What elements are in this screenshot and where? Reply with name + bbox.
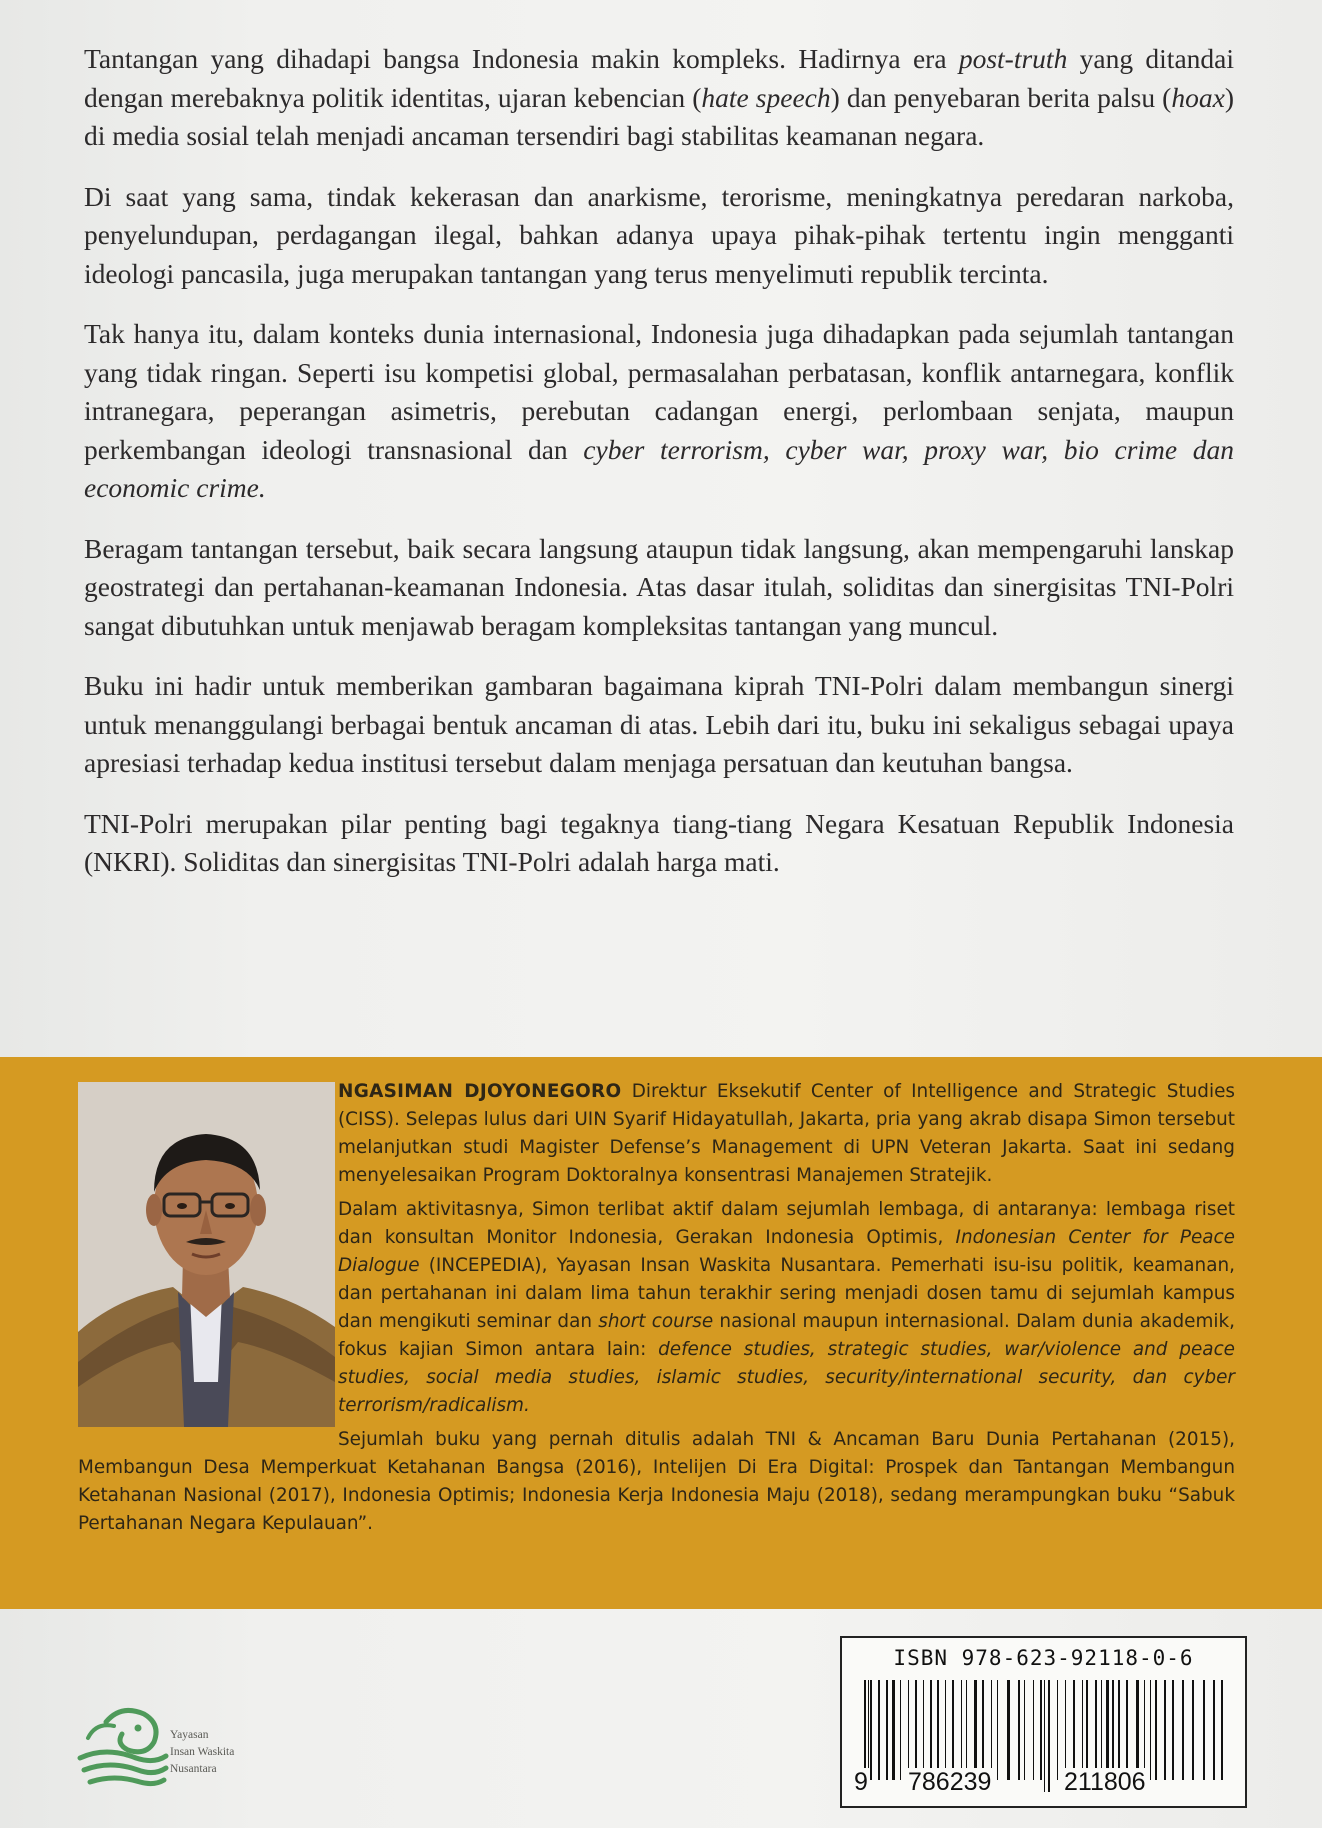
barcode-bar xyxy=(982,1680,984,1780)
barcode-bar xyxy=(1112,1680,1114,1780)
barcode-bar xyxy=(1082,1680,1083,1780)
barcode-bar xyxy=(1126,1680,1128,1780)
publisher-logo xyxy=(76,1700,171,1805)
barcode-bar xyxy=(974,1680,977,1780)
author-name: NGASIMAN DJOYONEGORO xyxy=(338,1081,622,1102)
barcode-bar xyxy=(930,1680,932,1780)
isbn-barcode-box xyxy=(840,1636,1247,1808)
barcode-bar xyxy=(1203,1680,1205,1780)
barcode-right-digits: 211806 xyxy=(1064,1768,1146,1796)
barcode-bar xyxy=(937,1680,939,1780)
barcode-bar xyxy=(1101,1680,1102,1780)
barcode-first-digit: 9 xyxy=(854,1768,868,1796)
italic-text: Indonesian Center for Peace Dialogue xyxy=(338,1227,1235,1276)
publisher-line: Nusantara xyxy=(170,1763,217,1775)
book-description xyxy=(84,40,1234,904)
barcode-bar xyxy=(1057,1680,1058,1780)
barcode-bar xyxy=(870,1680,872,1780)
barcode-bar xyxy=(878,1680,880,1780)
barcode-bar xyxy=(945,1680,946,1780)
description-paragraph: Di saat yang sama, tindak kekerasan dan anarkisme, terorisme, meningkatnya peredaran narkoba, penyelundupan, perdagangan ilegal, bahkan adanya upaya pihak-pihak tertentu ingin mengganti ideologi pancasila, juga merupakan tantangan yang terus menyelimuti republik tercinta. xyxy=(84,180,1234,289)
description-paragraph: TNI-Polri merupakan pilar penting bagi tegaknya tiang-tiang Negara Kesatuan Republik Indonesia (NKRI). Soliditas dan sinergisitas TNI-Polri adalah harga mati. xyxy=(84,807,1234,877)
italic-text: hate speech xyxy=(701,81,831,113)
description-paragraph: Beragam tantangan tersebut, baik secara langsung ataupun tidak langsung, akan mempengaruhi lanskap geostrategi dan pertahanan-keamanan Indonesia. Atas dasar itulah, soliditas dan sinergisitas TNI-Polri sangat dibutuhkan untuk menjawab beragam kompleksitas tantangan yang muncul. xyxy=(84,532,1234,641)
italic-text: defence studies, strategic studies, war/violence and peace studies, social media studies, islamic studies, security/international security, dan cyber terrorism/radicalism. xyxy=(338,1339,1235,1416)
barcode-bar xyxy=(1065,1680,1066,1780)
barcode-bar xyxy=(1136,1680,1139,1780)
description-paragraph: Tantangan yang dihadapi bangsa Indonesia makin kompleks. Hadirnya era post-truth yang ditandai dengan merebaknya politik identitas, ujaran kebencian (hate speech) dan penyebaran berita palsu (hoax) di media sosial telah menjadi ancaman tersendiri bagi stabilitas keamanan negara. xyxy=(84,43,1234,151)
barcode-bar xyxy=(892,1680,895,1780)
barcode-bar xyxy=(1040,1680,1042,1780)
publisher-name xyxy=(170,1727,290,1778)
barcode-bar xyxy=(1048,1680,1050,1792)
barcode-bar xyxy=(1086,1680,1088,1780)
italic-text: cyber terrorism, cyber war, proxy war, bio crime dan economic crime. xyxy=(84,433,1234,503)
barcode-bar xyxy=(1221,1680,1223,1780)
barcode-bar xyxy=(966,1680,967,1780)
author-paragraph: Sejumlah buku yang pernah ditulis adalah TNI & Ancaman Baru Dunia Pertahanan (2015), Membangun Desa Memperkuat Ketahanan Bangsa (2016), Intelijen Di Era Digital: Prospek dan Tantangan Membangun Ketahanan Nasional (2017), Indonesia Optimis; Indonesia Kerja Indonesia Maju (2018), sedang merampungkan buku “Sabuk Pertahanan Negara Kepulauan”. xyxy=(78,1429,1235,1534)
publisher-line: Yayasan xyxy=(170,1729,209,1741)
barcode-bar xyxy=(1155,1680,1157,1780)
barcode-bar xyxy=(1182,1680,1184,1780)
barcode-bar xyxy=(908,1680,909,1780)
author-paragraph: Dalam aktivitasnya, Simon terlibat aktif dalam sejumlah lembaga, di antaranya: lembaga riset dan konsultan Monitor Indonesia, Gerakan Indonesia Optimis, Indonesian Center for Peace Dialogue (INCEPEDIA), Yayasan Insan Waskita Nusantara. Pemerhati isu-isu politik, keamanan, dan pertahanan ini dalam lima tahun terakhir sering menjadi dosen tamu di sejumlah kampus dan mengikuti seminar dan short course nasional maupun internasional. Dalam dunia akademik, fokus kajian Simon antara lain: defence studies, strategic studies, war/violence and peace studies, social media studies, islamic studies, security/international security, dan cyber terrorism/radicalism. xyxy=(338,1199,1236,1416)
author-intro: Direktur Eksekutif Center of Intelligence and Strategic Studies (CISS). Selepas lulus dari UIN Syarif Hidayatullah, Jakarta, pria yang akrab disapa Simon tersebut melanjutkan studi Magister Defense’s Management di UPN Veteran Jakarta. Saat ini sedang menyelesaikan Program Doktoralnya konsentrasi Manajemen Stratejik. xyxy=(338,1081,1235,1186)
barcode-bar xyxy=(1213,1680,1215,1780)
barcode-bar xyxy=(900,1680,901,1780)
barcode-bar xyxy=(923,1680,924,1780)
barcode-bar xyxy=(1106,1680,1109,1780)
barcode-bar xyxy=(1118,1680,1120,1780)
barcode-bar xyxy=(1150,1680,1151,1780)
author-bio xyxy=(78,1078,1235,1544)
barcode-bar xyxy=(1024,1680,1025,1780)
barcode-bar xyxy=(1144,1680,1145,1780)
photo-spacer xyxy=(78,1078,338,1444)
italic-text: short course xyxy=(598,1311,714,1332)
barcode-bar xyxy=(997,1680,998,1780)
barcode-bar xyxy=(991,1680,992,1780)
description-paragraph: Tak hanya itu, dalam konteks dunia internasional, Indonesia juga dihadapkan pada sejumlah tantangan yang tidak ringan. Seperti isu kompetisi global, permasalahan perbatasan, konflik antarnegara, konflik intranegara, peperangan asimetris, perebutan cadangan energi, perlombaan senjata, maupun perkembangan ideologi transnasional dan cyber terrorism, cyber war, proxy war, bio crime dan economic crime. xyxy=(84,318,1234,503)
barcode-bar xyxy=(952,1680,954,1780)
barcode-left-digits: 786239 xyxy=(908,1768,992,1796)
barcode-bar xyxy=(1018,1680,1020,1780)
barcode-bar xyxy=(1033,1680,1034,1780)
isbn-number: ISBN 978-623-92118-0-6 xyxy=(893,1646,1194,1670)
barcode-bar xyxy=(886,1680,888,1780)
barcode-bar xyxy=(1044,1680,1045,1792)
barcode-bar xyxy=(1007,1680,1010,1780)
barcode-bar xyxy=(1095,1680,1097,1780)
barcode-bar xyxy=(1192,1680,1194,1780)
italic-text: post-truth xyxy=(958,43,1068,74)
barcode-bar xyxy=(961,1680,962,1780)
italic-text: hoax xyxy=(1171,81,1225,113)
description-paragraph: Buku ini hadir untuk memberikan gambaran bagaimana kiprah TNI-Polri dalam membangun sinergi untuk menanggulangi berbagai bentuk ancaman di atas. Lebih dari itu, buku ini sekaligus sebagai upaya apresiasi terhadap kedua institusi tersebut dalam menjaga persatuan dan keutuhan bangsa. xyxy=(84,670,1234,778)
publisher-line: Insan Waskita xyxy=(170,1746,235,1758)
barcode-bar xyxy=(1073,1680,1075,1780)
barcode-bar xyxy=(915,1680,917,1780)
barcode-bar xyxy=(1164,1680,1166,1780)
barcode-bar xyxy=(1172,1680,1174,1780)
